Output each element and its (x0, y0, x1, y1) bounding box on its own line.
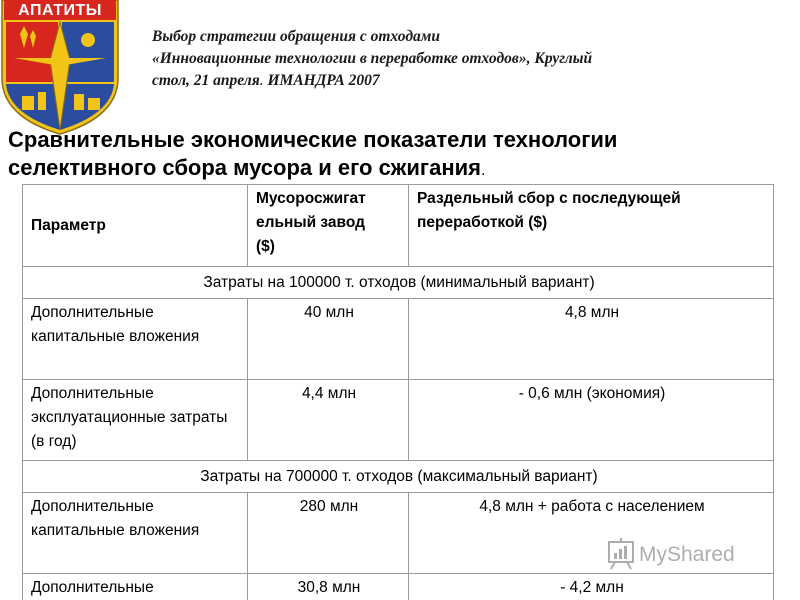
myshared-watermark (606, 536, 766, 570)
header-param: Параметр (23, 185, 248, 267)
cell-separate: 4,8 млн + работа с населением (409, 493, 774, 574)
header-plant-line: Мусоросжигат (256, 190, 366, 207)
cell-param: Дополнительные (23, 574, 248, 600)
title-line-2 (8, 154, 798, 185)
cell-separate: - 4,2 млн (409, 574, 774, 600)
cell-param: Дополнительные капитальные вложения (23, 493, 248, 574)
cell-plant: 40 млн (248, 299, 409, 380)
cell-separate: 4,8 млн (409, 299, 774, 380)
table-row (23, 299, 774, 380)
table-row (23, 574, 774, 600)
title-line-2-text: селективного сбора мусора и его сжигания (8, 155, 481, 180)
section-max-label: Затраты на 700000 т. отходов (максимальный вариант) (23, 461, 774, 493)
apatity-coat-of-arms (0, 0, 122, 136)
cell-plant: 4,4 млн (248, 380, 409, 461)
title-line-1: Сравнительные экономические показатели технологии (8, 127, 618, 152)
cell-plant: 30,8 млн (248, 574, 409, 600)
section-min-label: Затраты на 100000 т. отходов (минимальный вариант) (23, 267, 774, 299)
caption-date: стол, 21 апреля (152, 72, 260, 89)
caption-separator: . (259, 72, 268, 89)
cell-param: Дополнительные капитальные вложения (23, 299, 248, 380)
caption-line-3 (152, 70, 772, 92)
slide-title (8, 126, 798, 185)
cell-separate: - 0,6 млн (экономия) (409, 380, 774, 461)
cell-param: Дополнительные эксплуатационные затраты (в год) (23, 380, 248, 461)
title-period: . (480, 162, 486, 179)
section-row (23, 461, 774, 493)
header-plant-line: ($) (256, 238, 275, 255)
caption-event: ИМАНДРА 2007 (267, 72, 380, 89)
caption-line-2: «Инновационные технологии в переработке отходов», Круглый (152, 50, 593, 67)
cell-plant: 280 млн (248, 493, 409, 574)
section-row (23, 267, 774, 299)
presentation-caption (152, 26, 772, 92)
caption-line-1: Выбор стратегии обращения с отходами (152, 28, 441, 45)
header-separate: Раздельный сбор с последующей переработкой ($) (409, 185, 774, 267)
header-plant-line: ельный завод (256, 214, 365, 231)
watermark-text: MyShared (639, 543, 735, 566)
table-row (23, 380, 774, 461)
header-plant (248, 185, 409, 267)
table-header-row (23, 185, 774, 267)
emblem-city-name: АПАТИТЫ (18, 2, 102, 19)
